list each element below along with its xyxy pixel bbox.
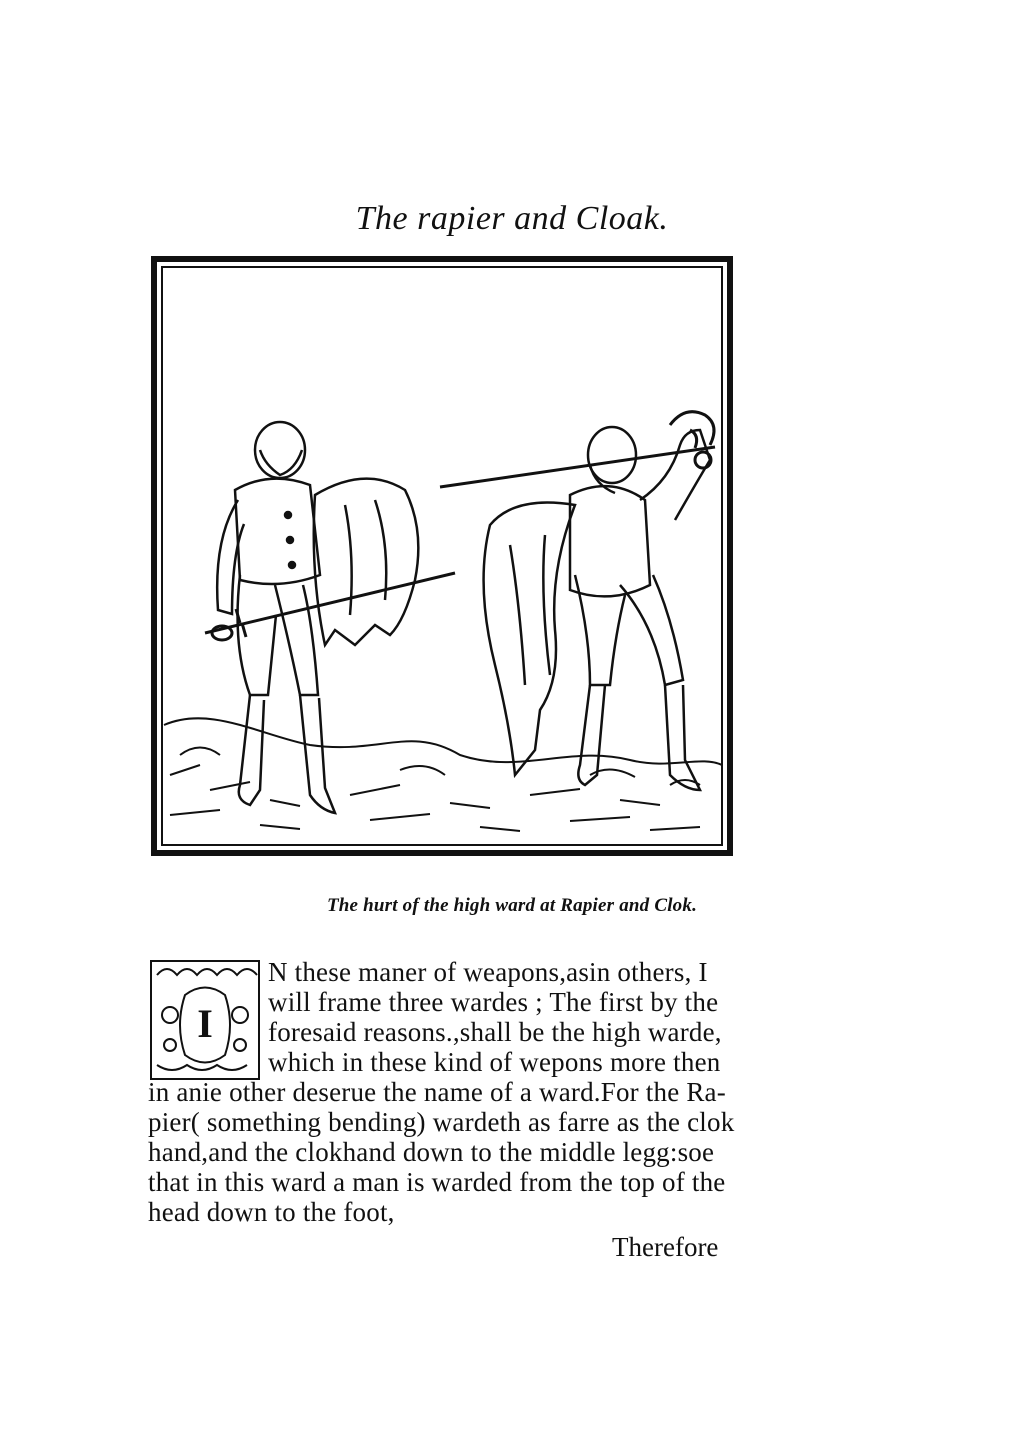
- frame: [154, 259, 730, 853]
- ground: [164, 718, 722, 831]
- woodcut-illustration: [150, 255, 734, 857]
- catchword: Therefore: [612, 1232, 719, 1262]
- left-fencer: [217, 422, 335, 813]
- left-rapier: [205, 573, 455, 640]
- body-text-line: pier( something bending) wardeth as farre as the clok: [148, 1107, 735, 1137]
- left-cloak: [314, 479, 419, 645]
- body-text-line: will frame three wardes ; The first by the: [268, 987, 719, 1017]
- right-fencer: [570, 427, 710, 790]
- figure-caption: The hurt of the high ward at Rapier and Clok.: [326, 895, 698, 916]
- right-rapier: [440, 412, 715, 487]
- initial-letter: I: [197, 1001, 213, 1046]
- body-text-line: head down to the foot,: [148, 1197, 395, 1227]
- right-cloak: [484, 503, 575, 776]
- body-text-line: hand,and the clokhand down to the middle legg:soe: [148, 1137, 715, 1167]
- body-text-line: foresaid reasons.,shall be the high warde,: [268, 1017, 722, 1047]
- body-text-line: that in this ward a man is warded from the top of the: [148, 1167, 726, 1197]
- decorated-initial: [145, 955, 265, 1085]
- body-text-line: in anie other deserue the name of a ward.For the Ra-: [148, 1077, 726, 1107]
- body-text-line: which in these kind of wepons more then: [268, 1047, 721, 1077]
- page-title: The rapier and Cloak.: [355, 200, 669, 237]
- body-text-line: N these maner of weapons,asin others, I: [268, 957, 708, 987]
